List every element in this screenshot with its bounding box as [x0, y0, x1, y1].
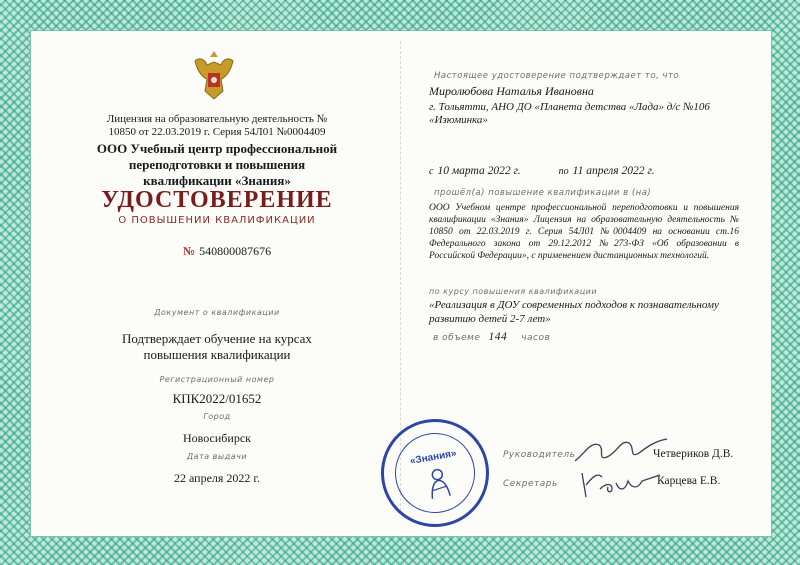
secretary-caption: Секретарь: [503, 479, 558, 489]
secretary-name: Карцева Е.В.: [657, 475, 721, 487]
doc-caption: Документ о квалификации: [154, 308, 280, 317]
institution-text: ООО Учебном центре профессиональной переподготовки и повышения квалификации «Знания» Лицензия на образовательную деятельность № 10850 от 22.03.2019 г. Серия 54Л01 №0004409 на основании ст.16 Федерального закона от 29.12.2012 №273-ФЗ «Об образовании в Российской Федерации», с применением дистанционных технологий.: [429, 203, 739, 261]
hours-unit: часов: [521, 333, 551, 343]
to-date: 11 апреля 2022 г.: [572, 165, 655, 177]
course-name: «Реализация в ДОУ современных подходов к познавательному развитию детей 2-7 лет»: [429, 299, 719, 325]
course-caption: по курсу повышения квалификации: [429, 287, 598, 296]
confirms-caption: Настоящее удостоверение подтверждает то, что: [434, 71, 680, 81]
doc-text: Подтверждает обучение на курсах повышения квалификации: [122, 331, 312, 362]
number-mark: №: [183, 244, 196, 258]
workplace: г. Тольятти, АНО ДО «Планета детства «Лада» д/с №106 «Изюминка»: [429, 101, 710, 126]
seal-figure-icon: [419, 463, 458, 502]
date-caption: Дата выдачи: [186, 452, 248, 461]
document-subtitle: О ПОВЫШЕНИИ КВАЛИФИКАЦИИ: [118, 215, 316, 226]
training-dates: [429, 165, 749, 177]
certificate-inner: [30, 30, 772, 537]
to-label: по: [558, 166, 569, 177]
head-caption: Руководитель: [503, 450, 576, 460]
from-date: 10 марта 2022 г.: [437, 165, 521, 177]
hours-value: 144: [488, 331, 508, 343]
city: Новосибирск: [183, 431, 251, 445]
city-caption: Город: [203, 412, 231, 421]
organization-seal: [372, 410, 497, 535]
reg-caption: Регистрационный номер: [159, 375, 275, 384]
document-title: УДОСТОВЕРЕНИЕ: [101, 187, 333, 213]
coat-of-arms-icon: [189, 47, 239, 103]
organization-name: ООО Учебный центр профессиональной переподготовки и повышения квалификации «Знания»: [96, 141, 338, 188]
reg-number: КПК2022/01652: [172, 391, 262, 406]
secretary-signature: [576, 463, 666, 503]
from-label: с: [429, 166, 434, 177]
volume-label: в объеме: [433, 333, 481, 343]
license-text: Лицензия на образовательную деятельность № 10850 от 22.03.2019 г. Серия 54Л01 №0004409: [106, 113, 328, 138]
hours-line: [433, 331, 633, 343]
seal-text: «Знания»: [409, 448, 458, 468]
issue-date: 22 апреля 2022 г.: [174, 471, 260, 485]
head-name: Четвериков Д.В.: [653, 448, 734, 460]
document-number: [183, 244, 343, 259]
number-value: 540800087676: [199, 244, 272, 258]
person-name: Миролюбова Наталья Ивановна: [429, 84, 594, 98]
passed-caption: прошёл(а) повышение квалификации в (на): [434, 188, 652, 198]
